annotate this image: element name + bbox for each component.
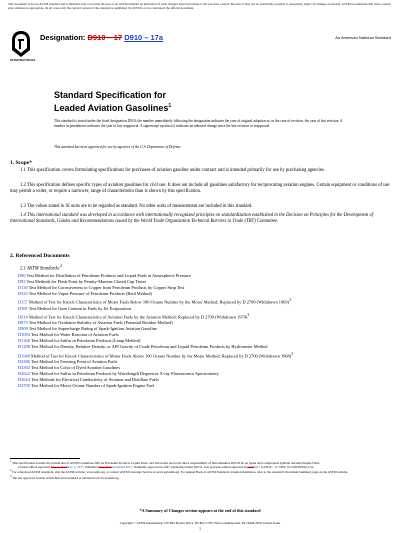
copyright: Copyright © ASTM International, 100 Barr Harbor Drive, PO Box C700, West Conshohocken, PA 19428-2959. United States (119, 521, 281, 525)
reference-link[interactable]: D2700 (18, 383, 30, 389)
document-title (54, 90, 171, 114)
ans-label: An American National Standard (335, 35, 391, 40)
reference-link[interactable]: D93 (18, 279, 26, 285)
reference-title: Method of Test for Knock Characteristics of Aviation Fuels by the Aviation Method; Replaced by D 2700 (Withdrawn 1970) (27, 314, 248, 320)
summary-note: *A Summary of Changes section appears at the end of this standard (139, 508, 261, 513)
reference-title: Test Method for Motor Octane Number of Spark-Ignition Engine Fuel (29, 383, 155, 389)
scope-heading: 1. Scope* (10, 160, 32, 166)
footnote-1a-text: This specification is under the jurisdiction of ASTM Committee D02 on Petroleum Products, Liquid Fuels, and Lubricants and is the direct responsibility of Subcommittee D02.J0.02 on Spark and Compression Ignition Aviation Engine Fuels. (12, 461, 321, 466)
reference-link[interactable]: D381 (18, 305, 28, 311)
footnote-1a: $^1$ This specification is under the jurisdiction of ASTM Committee D02 on Petroleum Products, Liquid Fuels, and Lubricants and is the direct responsibility of Subcommittee D02.J0.02 on Spark and Compression Ignition Aviation Engine Fuels. (10, 460, 321, 466)
approval-statement: This standard has been approved for use by agencies of the U.S. Department of Defense. (54, 145, 182, 149)
para-1-1: 1.1 This specification covers formulating specifications for purchases of aviation gasoline under contract and is intended primarily for use by purchasing agencies. (20, 168, 325, 173)
fn-old-date-1: May 1, 2017 (50, 465, 68, 470)
title-line-1: Standard Specification for (54, 90, 167, 100)
reference-title: Test Method for Water Reaction of Aviation Fuels (29, 332, 119, 338)
designation-old: D910 – 17 (87, 33, 123, 42)
reference-title: Method of Test for Knock Characteristics of Motor Fuels Above 100 Octane Number by the Motor Method; Replaced by D 2700 (Withdrawn 1968) (29, 352, 292, 358)
reference-link[interactable]: D614 (18, 314, 28, 320)
issued-statement: This standard is issued under the fixed designation D910; the number immediately following the designation indicates the year of original adoption or, in the case of revision, the year of last revision. A number in parentheses indicates the year of last reapproval. A superscript epsilon (ε) indicates an editorial change since the last revision or reapproval. (54, 119, 343, 128)
reference-item (18, 351, 390, 360)
change-notice: This document is not an ASTM standard and is intended only to provide the user of an ASTM standard an indication of what changes have been made to the previous version. Because it may not be technically possible to adequately depict all changes accurately, ASTM recommends that users consult prior editions as appropriate. In all cases only the current version of the standard as published by ASTM is to be considered the official document. (8, 2, 391, 10)
reference-link[interactable]: D873 (18, 320, 28, 326)
fn-end: as D910 – 17. DOI: 10.1520/D0910-17A. (260, 465, 314, 470)
astm-logo-icon (10, 30, 32, 58)
reference-title: Test Method for Supercharge Rating of Spark-Ignition Aviation Gasoline (27, 326, 157, 332)
reference-link[interactable]: D2622 (18, 371, 30, 377)
reference-title: Method of Test for Knock Characteristics of Motor Fuels Below 100 Octane Number by the Motor Method; Replaced by D 2700 (Withdrawn 1969) (27, 299, 289, 305)
fn-pre: Current edition approved (18, 465, 51, 470)
reference-item (18, 297, 390, 306)
footnote-2-text: For referenced ASTM standards, visit the ASTM website, www.astm.org, or contact ASTM Customer Service at service@astm.org. For Annual Book of ASTM Standards volume information, refer to the standard's Document Summary page on the ASTM website. (12, 470, 348, 475)
reference-link[interactable]: D2386 (18, 359, 30, 365)
reference-title: Test Method for Density, Relative Density, or API Gravity of Crude Petroleum and Liquid Petroleum Products by Hydrometer Method (29, 344, 268, 350)
title-line-2: Leaded Aviation Gasolines (54, 103, 169, 113)
reference-sup: 3 (289, 298, 291, 303)
reference-title: Test Method for Color of Dyed Aviation Gasolines (29, 365, 120, 371)
reference-title: Test Method for Vapor Pressure of Petroleum Products (Reid Method) (27, 291, 152, 297)
fn-old-date-2: May 2017 (98, 465, 112, 470)
footnote-2: $^2$ For referenced ASTM standards, visit the ASTM website, www.astm.org, or contact ASTM Customer Service at service@astm.org. For Annual Book of ASTM Standards volume information, refer to the standard's Document Summary page on the ASTM website. (10, 469, 348, 475)
footnote-3: $^3$ The last approved version of this historical standard is referenced on www.astm.org. (10, 474, 120, 480)
reference-link[interactable]: D1948 (18, 352, 30, 358)
reference-title: Test Methods for Flash Point by Pensky-Martens Closed Cup Tester (25, 279, 147, 285)
footnotes (10, 460, 390, 480)
reference-title: Test Method for Freezing Point of Aviation Fuels (29, 359, 118, 365)
reference-link[interactable]: D357 (18, 299, 28, 305)
reference-link[interactable]: D86 (18, 273, 26, 278)
logo-caption: INTERNATIONAL (10, 58, 36, 62)
reference-title: Test Method for Sulfur in Petroleum Products (Lamp Method) (29, 338, 141, 344)
footnote-3-text: The last approved version of this historical standard is referenced on www.astm.org. (12, 475, 120, 480)
refs-subheading-text: 2.1 ASTM Standards: (20, 266, 61, 272)
reference-title: Test Method for Sulfur in Petroleum Products by Wavelength Dispersive X-ray Fluorescence Spectrometry (29, 371, 219, 377)
reference-title: Test Methods for Electrical Conductivity of Aviation and Distillate Fuels (29, 377, 159, 383)
reference-link[interactable]: D909 (18, 326, 28, 332)
footnote-divider (10, 458, 80, 459)
reference-link[interactable]: D130 (18, 285, 28, 291)
refs-subheading (20, 263, 400, 273)
para-1-4: 1.4 This international standard was developed in accordance with internationally recognized principles on standardization established in the Decision on Principles for the Development of International Standards, Guides and Recommendations issued by the World Trade Organization Technical Barriers to Trade (TBT) Committee. (10, 213, 374, 224)
reference-title: Test Method for Corrosiveness to Copper from Petroleum Products by Copper Strip Test (27, 285, 185, 291)
reference-title: Test Method for Distillation of Petroleum Products and Liquid Fuels at Atmospheric Pressure (25, 273, 191, 278)
reference-title: Test Method for Oxidation Stability of Aviation Fuels (Potential Residue Method) (27, 320, 173, 326)
designation-new: D910 – 17a (124, 33, 164, 42)
fn-new-date-1: Nov. 1, 2017 (67, 465, 84, 470)
reference-link[interactable]: D2392 (18, 365, 30, 371)
refs-heading: 2. Referenced Documents (10, 253, 70, 259)
para-1-3: 1.3 The values stated in SI units are to be regarded as standard. No other units of measurement are included in this standard. (20, 204, 253, 209)
reference-item (18, 383, 390, 389)
refs-subheading-sup: 2 (60, 264, 63, 268)
title-footnote-mark: 1 (168, 103, 172, 109)
fn-mid: . Published (83, 465, 99, 470)
fn-new-date-2: November 2017 (111, 465, 133, 470)
fn-old-year: 2016 (247, 465, 254, 470)
reference-link[interactable]: D1266 (18, 338, 30, 344)
reference-sup: 3 (291, 351, 294, 356)
designation-prefix: Designation: (40, 33, 88, 42)
fn-post: . Originally approved in 1947 (replacing former D615). Last previous edition approved in (132, 465, 248, 470)
reference-link[interactable]: D323 (18, 291, 28, 297)
references-list (18, 273, 390, 389)
reference-link[interactable]: D2624 (18, 377, 30, 383)
designation (40, 33, 163, 42)
reference-sup: 3 (247, 312, 250, 317)
fn-new-year: 2017 (253, 465, 261, 470)
reference-title: Test Method for Gum Content in Fuels by Jet Evaporation (27, 305, 132, 311)
reference-link[interactable]: D1298 (18, 344, 30, 350)
para-1-2: 1.2 This specification defines specific types of aviation gasolines for civil use. It does not include all gasolines satisfactory for reciprocating aviation engines. Certain equipment or conditions of use may permit a wider, or require a narrower, range of characteristics than is shown by this specification. (10, 183, 390, 194)
reference-link[interactable]: D1094 (18, 332, 30, 338)
page-number: 1 (199, 527, 201, 531)
reference-item (18, 312, 390, 321)
